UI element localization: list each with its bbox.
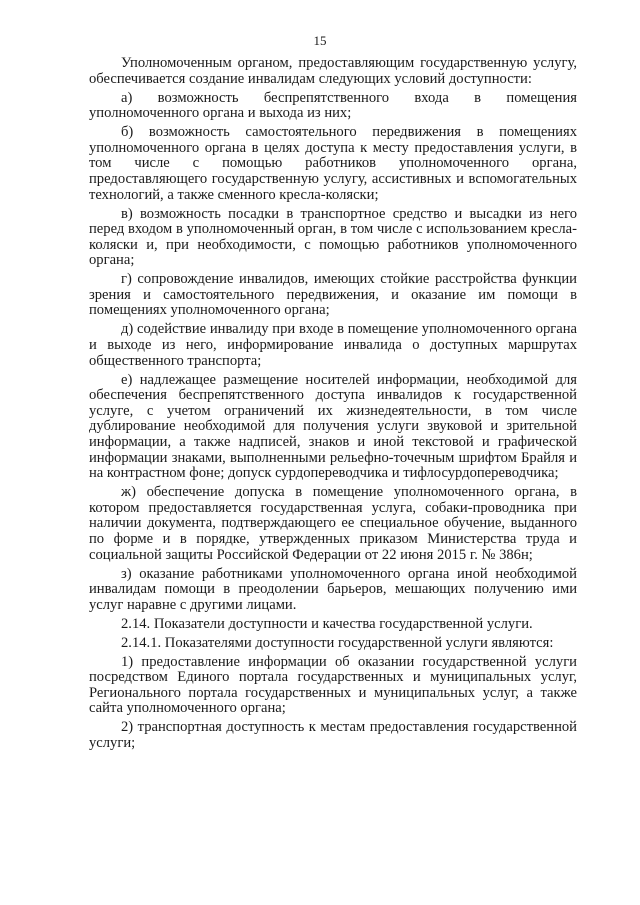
paragraph-item-b: б) возможность самостоятельного передвижения в помещениях уполномоченного органа в целях доступа к месту предоставления услуги, в том числе с помощью работников уполномоченного органа, предоставляющего государственную услугу, ассистивных и вспомогательных технологий, а также сменного кресла-коляски; [89, 124, 577, 203]
paragraph-item-1: 1) предоставление информации об оказании государственной услуги посредством Единого портала государственных и муниципальных услуг, Регионального портала государственных и муниципальных услуг, а также сайта уполномоченного органа; [89, 653, 577, 717]
paragraph-item-a: а) возможность беспрепятственного входа в помещения уполномоченного органа и выхода из них; [89, 89, 577, 122]
paragraph-item-g: г) сопровождение инвалидов, имеющих стойкие расстройства функции зрения и самостоятельного передвижения, и оказание им помощи в помещениях уполномоченного органа; [89, 271, 577, 319]
paragraph-intro: Уполномоченным органом, предоставляющим государственную услугу, обеспечивается создание инвалидам следующих условий доступности: [89, 55, 577, 87]
paragraph-item-2: 2) транспортная доступность к местам предоставления государственной услуги; [89, 719, 577, 752]
document-body [89, 56, 577, 752]
paragraph-item-e: е) надлежащее размещение носителей информации, необходимой для обеспечения беспрепятственного доступа инвалидов к государственной услуге, с учетом ограничений их жизнедеятельности, в том числе дублирование необходимой для получения услуги звуковой и зрительной информации, а также надписей, знаков и иной текстовой и графической информации знаками, выполненными рельефно-точечным шрифтом Брайля и на контрастном фоне; допуск сурдопереводчика и тифлосурдопереводчика; [89, 371, 577, 482]
page-number: 15 [313, 33, 327, 48]
section-heading-2-14: 2.14. Показатели доступности и качества государственной услуги. [121, 615, 533, 632]
paragraph-item-zh: ж) обеспечение допуска в помещение уполномоченного органа, в котором предоставляется государственная услуга, собаки-проводника при наличии документа, подтверждающего ее специальное обучение, выданного по форме и в порядке, утвержденных приказом Министерства труда и социальной защиты Российской Федерации от 22 июня 2015 г. № 386н; [89, 484, 577, 563]
paragraph-item-v: в) возможность посадки в транспортное средство и высадки из него перед входом в уполномоченный орган, в том числе с использованием кресла-коляски и, при необходимости, с помощью работников уполномоченного органа; [89, 205, 577, 269]
paragraph-item-z: з) оказание работниками уполномоченного органа иной необходимой инвалидам помощи в преодолении барьеров, мешающих получению ими услуг наравне с другими лицами. [89, 565, 577, 613]
paragraph-item-d: д) содействие инвалиду при входе в помещение уполномоченного органа и выходе из него, информирование инвалида о доступных маршрутах общественного транспорта; [89, 321, 577, 369]
subsection-heading-2-14-1: 2.14.1. Показателями доступности государственной услуги являются: [121, 634, 554, 651]
